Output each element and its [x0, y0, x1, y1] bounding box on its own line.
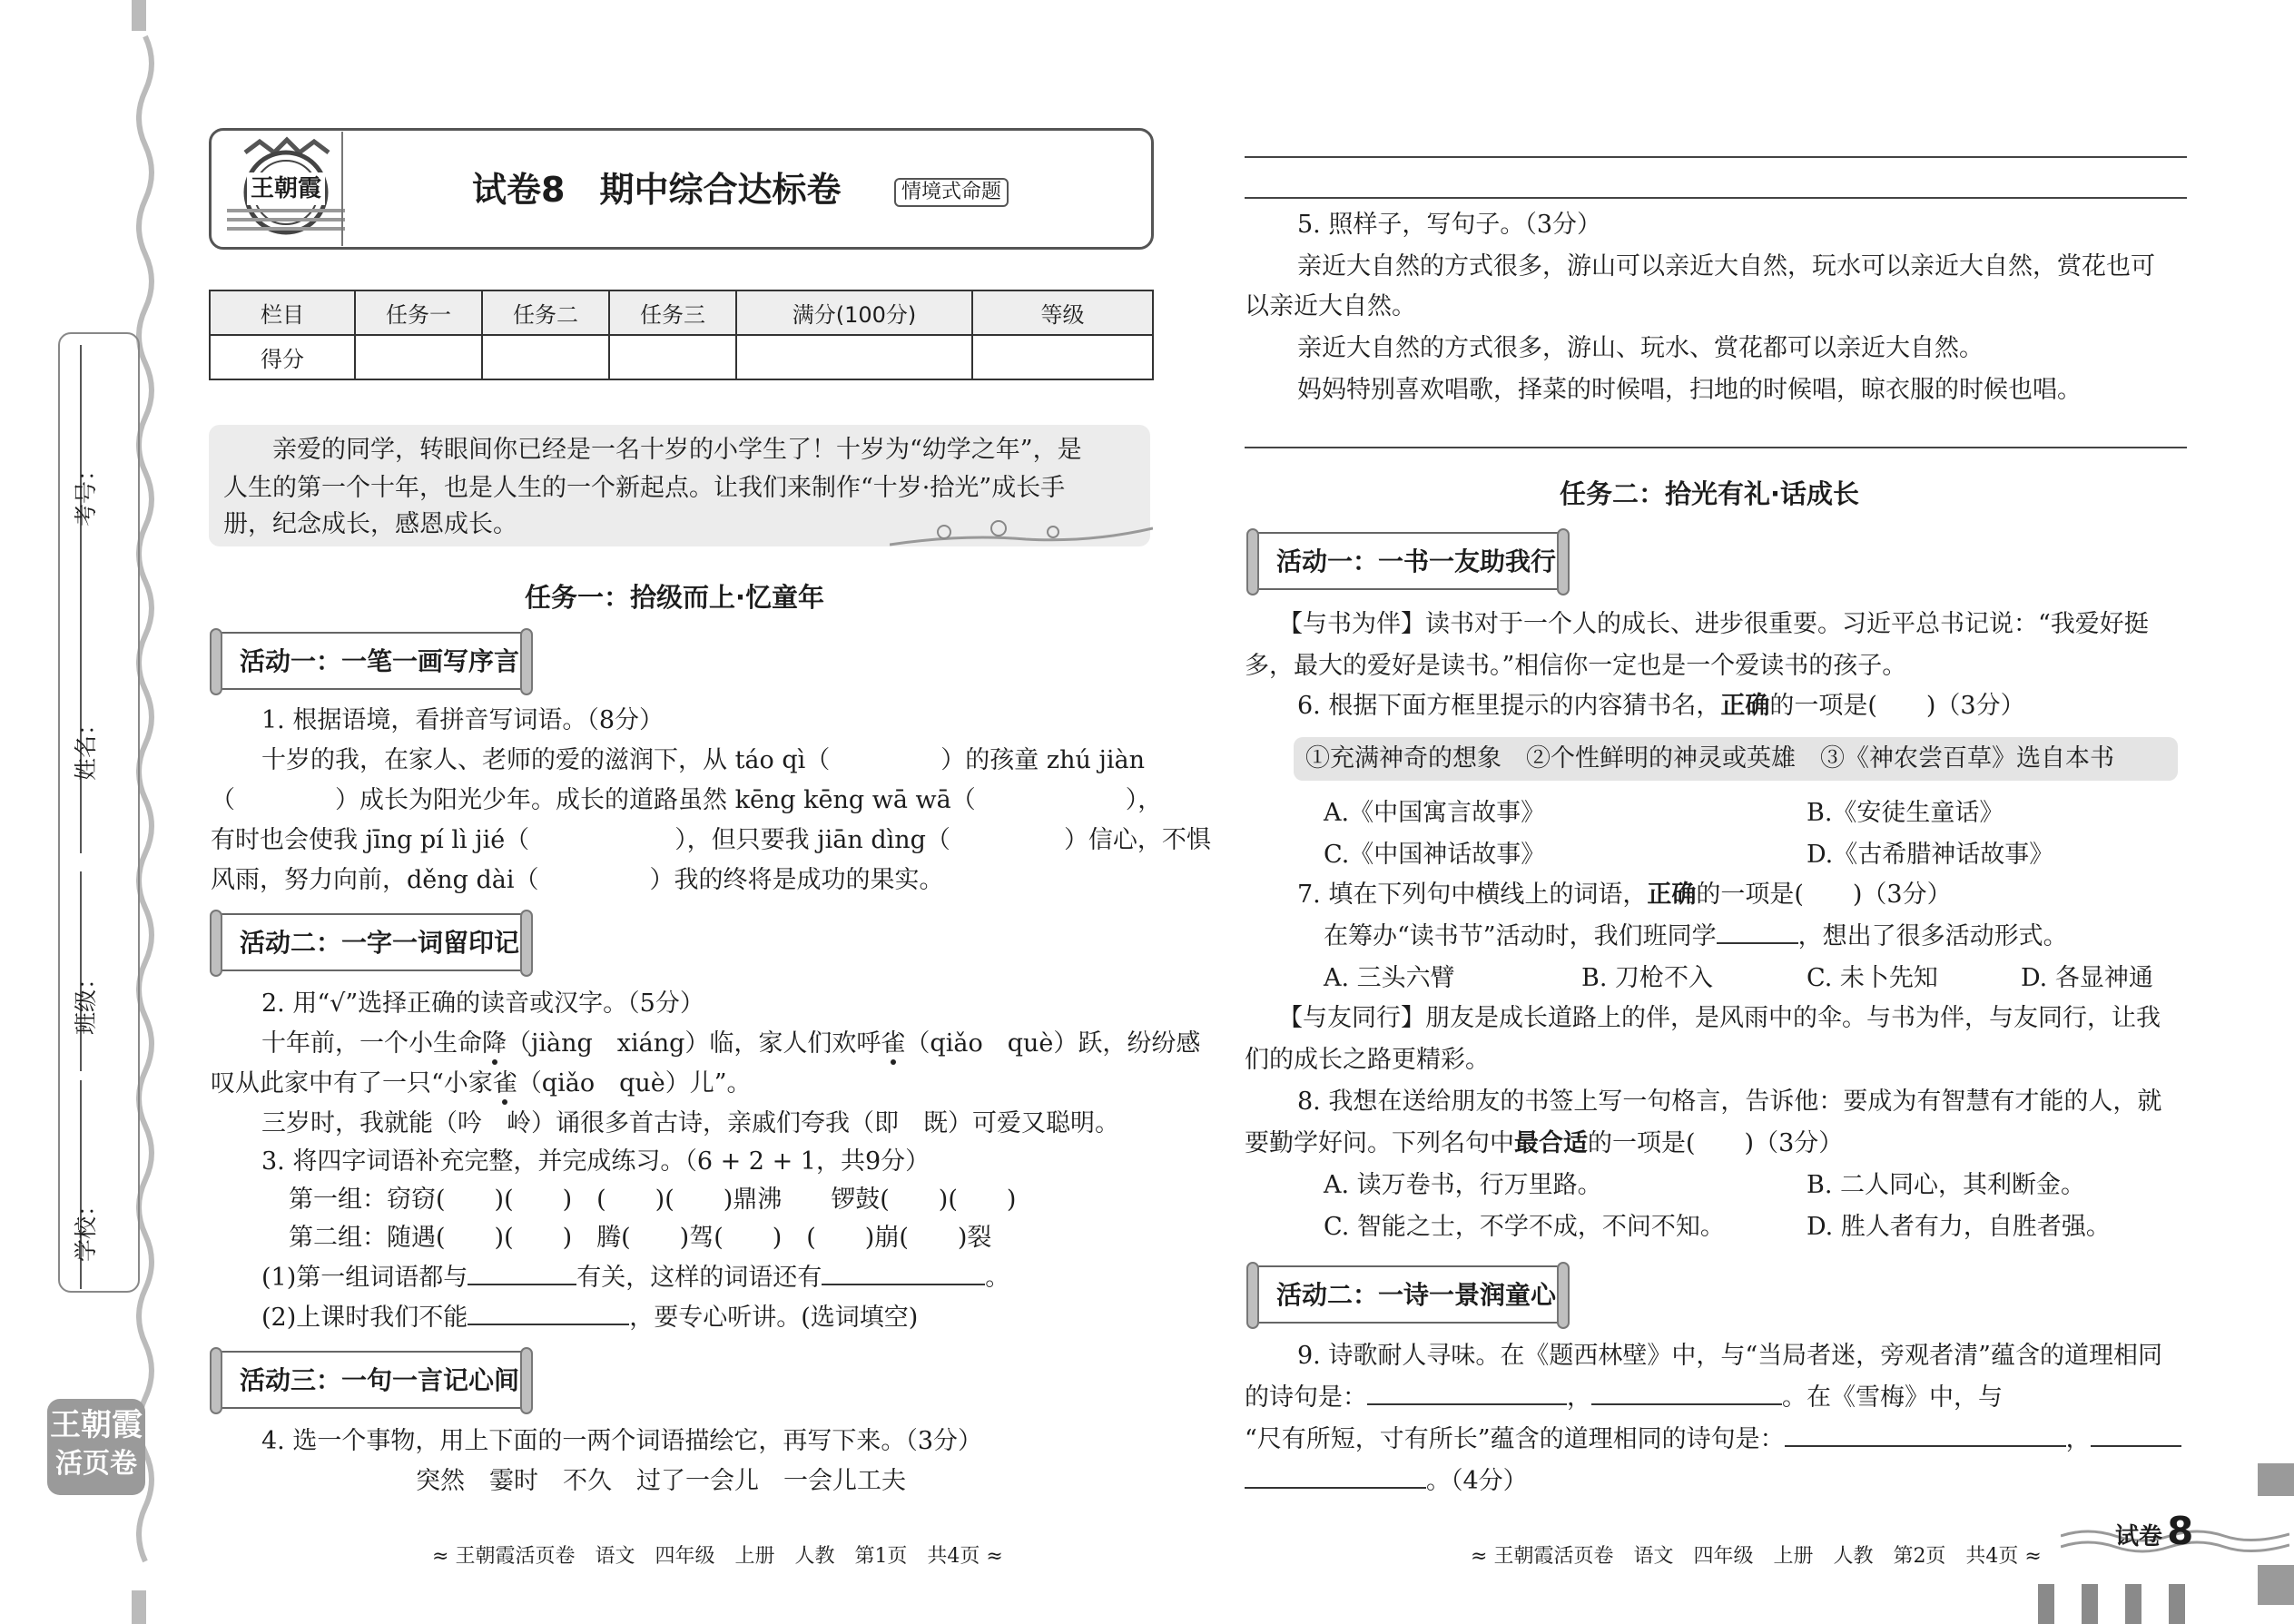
score-table-header-row [210, 290, 1153, 335]
score-cell[interactable] [482, 335, 609, 379]
question-stem: 3. 将四字词语补充完整，并完成练习。（6 + 2 + 1，共9分） [261, 1147, 930, 1176]
task2-title: 任务二：拾光有礼·话成长 [1560, 478, 1860, 509]
wave-icon: ≈ [2018, 1545, 2042, 1568]
q1-line: 有时也会使我 jīng pí lì jié（ ），但只要我 jiān dìng（ ）信心，不惧 [211, 826, 1211, 854]
q5-line: 亲近大自然的方式很多，游山可以亲近大自然，玩水可以亲近大自然，赏花也可 [1297, 252, 2155, 281]
paper-label: 试卷 8 [2115, 1509, 2194, 1553]
exam-number-field[interactable] [73, 345, 120, 635]
logo-seal [227, 136, 345, 243]
question-stem: 5. 照样子，写句子。（3分） [1297, 211, 1602, 239]
blank[interactable] [1591, 1383, 1782, 1405]
option-d[interactable]: D. 各显神通 [2021, 964, 2153, 992]
score-header-cell: 任务一 [355, 290, 482, 335]
wavy-edge [136, 0, 172, 1624]
score-row-label: 得分 [210, 335, 355, 379]
blank[interactable] [1785, 1425, 2066, 1447]
question-stem: 8. 我想在送给朋友的书签上写一句格言，告诉他：要成为有智慧有才能的人，就 [1297, 1088, 2162, 1116]
q9-line: 的诗句是： ， 。在《雪梅》中，与 [1245, 1383, 2003, 1412]
bottom-marks [2038, 1584, 2256, 1624]
score-cell[interactable] [736, 335, 972, 379]
option-a[interactable]: A. 读万卷书，行万里路。 [1324, 1171, 1602, 1199]
blank[interactable] [1245, 1467, 1426, 1489]
q9-line: 。（4分） [1245, 1467, 1528, 1496]
hint-text: ①充满神奇的想象 ②个性鲜明的神灵或英雄 ③《神农尝百草》选自本书 [1305, 744, 2114, 773]
score-table-row [210, 335, 1153, 379]
blank[interactable] [2091, 1425, 2181, 1447]
blank[interactable] [1367, 1383, 1567, 1405]
option-a[interactable]: A. 三头六臂 [1324, 964, 1455, 992]
option-c[interactable]: C. 未卜先知 [1807, 964, 1938, 992]
logo-text: 王朝霞 [247, 172, 325, 205]
class-label: 班级： [73, 966, 99, 1035]
school-field[interactable] [73, 1080, 120, 1289]
option-b[interactable]: B. 刀枪不入 [1581, 964, 1714, 992]
page-footer: ≈ 王朝霞活页卷 语文 四年级 上册 人教 第1页 共4页 ≈ [432, 1545, 1003, 1568]
binding-strip [0, 0, 145, 1624]
option-a[interactable]: A.《中国寓言故事》 [1324, 799, 1546, 827]
option-d[interactable]: D. 胜人者有力，自胜者强。 [1807, 1213, 2111, 1241]
name-field[interactable] [73, 635, 120, 853]
intro-line: 人生的第一个十年，也是人生的一个新起点。让我们来制作“十岁·拾光”成长手 [223, 474, 1066, 502]
blank[interactable] [468, 1304, 629, 1325]
activity-label: 活动三：一句一言记心间 [240, 1365, 520, 1395]
wave-icon: ≈ [432, 1545, 456, 1568]
exam-number-label: 考号： [73, 458, 99, 527]
exam-title: 试卷8 期中综合达标卷 [472, 170, 842, 210]
activity-label: 活动二：一字一词留印记 [240, 928, 520, 958]
question-stem: 要勤学好问。下列名句中最合适的一项是( )（3分） [1245, 1129, 1844, 1157]
score-table [209, 290, 1154, 380]
q9-line: “尺有所短，寸有所长”蕴含的道理相同的诗句是： ， [1245, 1425, 2181, 1454]
brand-logo [47, 1399, 145, 1495]
score-header-cell: 任务二 [482, 290, 609, 335]
decor-flower-icon [890, 516, 1153, 548]
task1-title: 任务一：拾级而上·忆童年 [525, 582, 825, 613]
q5-line: 妈妈特别喜欢唱歌，择菜的时候唱，扫地的时候唱，晾衣服的时候也唱。 [1297, 376, 2082, 404]
activity-label: 活动一：一笔一画写序言 [240, 646, 520, 676]
answer-line [1245, 447, 2187, 448]
q7-sentence: 在筹办“读书节”活动时，我们班同学 ，想出了很多活动形式。 [1324, 922, 2068, 950]
friends-text: 们的成长之路更精彩。 [1245, 1046, 1490, 1074]
q1-line: （ ）成长为阳光少年。成长的道路虽然 kēng kēng wā wā（ ）， [211, 786, 1163, 814]
q3-line: (1)第一组词语都与 有关，这样的词语还有 。 [261, 1264, 1010, 1292]
blank[interactable] [468, 1264, 576, 1285]
name-label: 姓名： [73, 712, 99, 781]
page-footer: ≈ 王朝霞活页卷 语文 四年级 上册 人教 第2页 共4页 ≈ [1471, 1545, 2042, 1568]
activity-label: 活动一：一书一友助我行 [1276, 546, 1557, 576]
activity-label: 活动二：一诗一景润童心 [1276, 1280, 1557, 1310]
q2-line: 十年前，一个小生命降（jiàng xiáng）临，家人们欢呼雀（qiǎo què）跃，纷纷感 [261, 1029, 1201, 1058]
q3-group: 第一组：窃窃( )( ) ( )( )鼎沸 锣鼓( )( ) [289, 1186, 1017, 1214]
brand-sub-text: 活页卷 [55, 1448, 137, 1480]
answer-line [1245, 197, 2187, 199]
class-field[interactable] [73, 871, 120, 1071]
score-header-cell: 任务三 [609, 290, 736, 335]
score-header-cell: 等级 [972, 290, 1153, 335]
q2-line: 叹从此家中有了一只“小家雀（qiǎo què）儿”。 [211, 1069, 752, 1097]
option-d[interactable]: D.《古希腊神话故事》 [1807, 841, 2054, 869]
answer-line [1245, 156, 2187, 158]
score-header-cell: 满分(100分) [736, 290, 972, 335]
header-divider [341, 132, 343, 246]
intro-line: 亲爱的同学，转眼间你已经是一名十岁的小学生了！十岁为“幼学之年”，是 [272, 436, 1082, 464]
option-c[interactable]: C. 智能之士，不学不成，不问不知。 [1324, 1213, 1725, 1241]
exam-tag: 情境式命题 [894, 178, 1009, 207]
q3-line: (2)上课时我们不能 ，要专心听讲。(选词填空) [261, 1304, 919, 1332]
school-label: 学校： [73, 1193, 99, 1262]
q1-line: 十岁的我，在家人、老师的爱的滋润下，从 táo qì（ ）的孩童 zhú jiàn [261, 746, 1145, 774]
score-cell[interactable] [609, 335, 736, 379]
activity-banner [214, 913, 528, 971]
q5-line: 亲近大自然的方式很多，游山、玩水、赏花都可以亲近大自然。 [1297, 334, 1984, 362]
question-stem: 9. 诗歌耐人寻味。在《题西林壁》中，与“当局者迷，旁观者清”蕴含的道理相同 [1297, 1342, 2162, 1370]
option-b[interactable]: B. 二人同心，其利断金。 [1807, 1171, 2086, 1199]
score-header-cell: 栏目 [210, 290, 355, 335]
question-stem: 2. 用“√”选择正确的读音或汉字。（5分） [261, 989, 704, 1018]
score-cell[interactable] [355, 335, 482, 379]
score-cell[interactable] [972, 335, 1153, 379]
question-stem: 7. 填在下列句中横线上的词语，正确的一项是( )（3分） [1297, 881, 1952, 909]
question-stem: 1. 根据语境，看拼音写词语。（8分） [261, 706, 665, 734]
q4-words: 突然 霎时 不久 过了一会儿 一会儿工夫 [416, 1467, 906, 1495]
edge-tab [2258, 1463, 2294, 1496]
activity-banner [214, 632, 528, 690]
friends-text: 【与友同行】朋友是成长道路上的伴，是风雨中的伞。与书为伴，与友同行，让我 [1278, 1004, 2161, 1032]
q3-group: 第二组：随遇( )( ) 腾( )驾( ) ( )崩( )裂 [289, 1224, 992, 1252]
wave-icon: ≈ [1471, 1545, 1494, 1568]
brand-logo-text: 王朝霞 [50, 1407, 143, 1443]
books-text: 【与书为伴】读书对于一个人的成长、进步很重要。习近平总书记说：“我爱好挺 [1278, 610, 2149, 638]
q5-line: 以亲近大自然。 [1245, 292, 1416, 320]
option-c[interactable]: C.《中国神话故事》 [1324, 841, 1546, 869]
blank[interactable] [1717, 922, 1798, 944]
question-stem: 4. 选一个事物，用上下面的一两个词语描绘它，再写下来。（3分） [261, 1427, 983, 1455]
books-text: 多，最大的爱好是读书。”相信你一定也是一个爱读书的孩子。 [1245, 652, 1907, 680]
edge-tab [2258, 1565, 2294, 1605]
q1-line: 风雨，努力向前，děng dài（ ）我的终将是成功的果实。 [211, 866, 944, 894]
activity-banner [1251, 532, 1565, 590]
q2-line: 三岁时，我就能（吟 岭）诵很多首古诗，亲戚们夸我（即 既）可爱又聪明。 [261, 1109, 1119, 1137]
intro-line: 册，纪念成长，感恩成长。 [223, 510, 517, 538]
activity-banner [1251, 1265, 1565, 1324]
activity-banner [214, 1351, 528, 1409]
question-stem: 6. 根据下面方框里提示的内容猜书名，正确的一项是( )（3分） [1297, 692, 2025, 720]
wave-icon: ≈ [980, 1545, 1003, 1568]
option-b[interactable]: B.《安徒生童话》 [1807, 799, 2004, 827]
blank[interactable] [822, 1264, 985, 1285]
